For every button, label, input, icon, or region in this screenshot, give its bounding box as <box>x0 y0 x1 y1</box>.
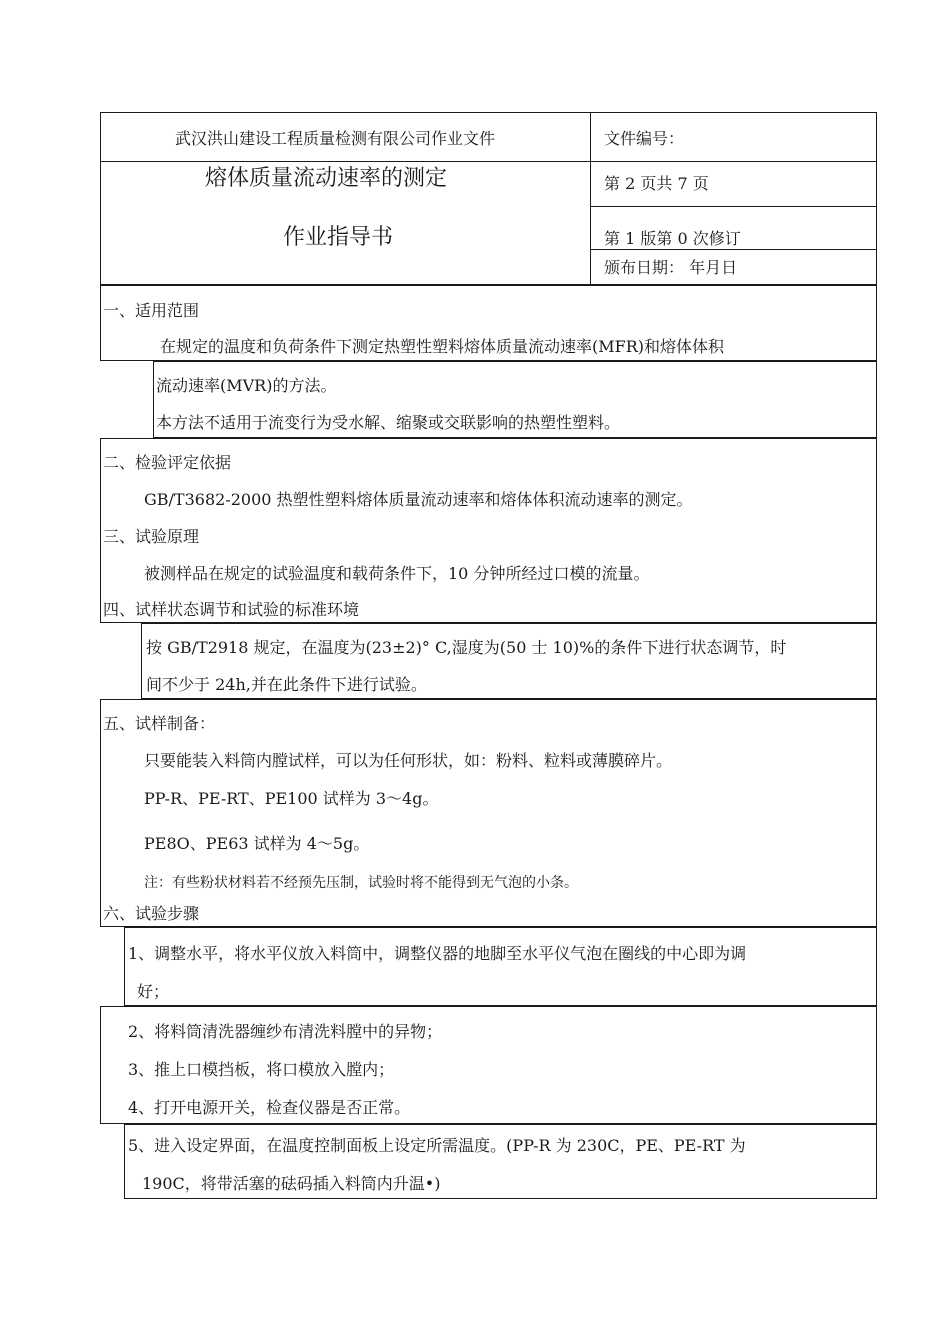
header-divider <box>590 112 591 285</box>
step-4: 4、打开电源开关，检查仪器是否正常。 <box>128 1098 411 1117</box>
step-2: 2、将料筒清洗器缠纱布清洗料膛中的异物； <box>128 1022 443 1041</box>
section-6-heading: 六、试验步骤 <box>103 904 200 923</box>
section-1-heading: 一、适用范围 <box>103 301 200 320</box>
header-row-line-1 <box>100 161 877 162</box>
page-info: 第 2 页共 7 页 <box>604 174 709 193</box>
section-1-paragraph-cont: 流动速率(MVR)的方法。 <box>156 376 337 395</box>
step-3: 3、推上口模挡板，将口模放入膛内； <box>128 1060 395 1079</box>
section-4-conditioning: 按 GB/T2918 规定，在温度为(23±2)° C,湿度为(50 士 10)%的条件下进行状态调节，时 <box>146 638 787 657</box>
section-4-heading: 四、试样状态调节和试验的标准环境 <box>103 600 360 619</box>
step-5: 5、进入设定界面，在温度控制面板上设定所需温度。(PP-R 为 230C，PE、PE-RT 为 <box>128 1136 746 1155</box>
section-2-heading: 二、检验评定依据 <box>103 453 232 472</box>
step-1-cont: 好； <box>137 982 170 1001</box>
section-5-note: 注：有些粉状材料若不经预先压制，试验时将不能得到无气泡的小条。 <box>144 875 578 891</box>
section-1-exclusion: 本方法不适用于流变行为受水解、缩聚或交联影响的热塑性塑料。 <box>156 413 621 432</box>
version-info: 第 1 版第 0 次修订 <box>604 229 741 248</box>
issue-date: 颁布日期： 年月日 <box>604 258 738 277</box>
section-5-mass-pp: PP-R、PE-RT、PE100 试样为 3〜4g。 <box>144 789 439 808</box>
document-title: 熔体质量流动速率的测定 <box>205 166 448 191</box>
section-1-paragraph: 在规定的温度和负荷条件下测定热塑性塑料熔体质量流动速率(MFR)和熔体体积 <box>160 337 725 356</box>
section-5-shape: 只要能装入料筒内膛试样，可以为任何形状，如：粉料、粒料或薄膜碎片。 <box>144 751 673 770</box>
company-name: 武汉洪山建设工程质量检测有限公司作业文件 <box>175 129 496 148</box>
section-5-heading: 五、试样制备： <box>103 714 216 733</box>
section-3-heading: 三、试验原理 <box>103 527 200 546</box>
step-1: 1、调整水平，将水平仪放入料筒中，调整仪器的地脚至水平仪气泡在圈线的中心即为调 <box>128 944 747 963</box>
step-5-cont: 190C，将带活塞的砝码插入料筒内升温•) <box>142 1174 441 1193</box>
document-subtitle: 作业指导书 <box>283 225 394 250</box>
file-number-label: 文件编号： <box>604 129 685 148</box>
section-5-mass-pe: PE8O、PE63 试样为 4〜5g。 <box>144 834 370 853</box>
header-row-line-2 <box>590 206 877 207</box>
section-4-conditioning-cont: 间不少于 24h,并在此条件下进行试验。 <box>146 675 427 694</box>
step-1-frame <box>124 927 877 1006</box>
section-2-standard: GB/T3682-2000 热塑性塑料熔体质量流动速率和熔体体积流动速率的测定。 <box>144 490 693 509</box>
header-row-line-3 <box>590 249 877 250</box>
section-3-principle: 被测样品在规定的试验温度和载荷条件下，10 分钟所经过口模的流量。 <box>144 564 650 583</box>
